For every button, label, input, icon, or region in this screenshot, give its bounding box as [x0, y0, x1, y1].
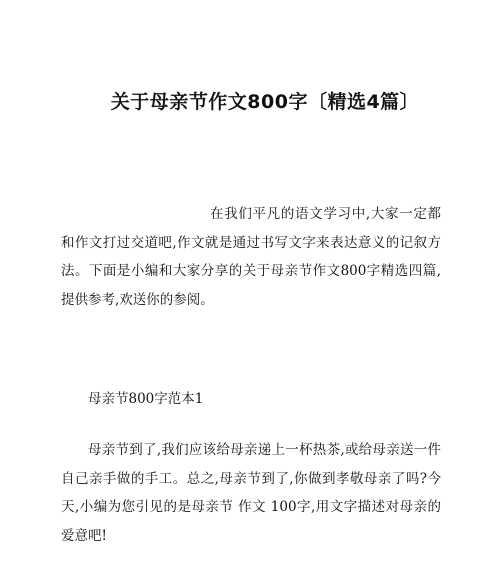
intro-paragraph: 在我们平凡的语文学习中,大家一定都和作文打过交道吧,作文就是通过书写文字来表达意义的记叙方法。下面是小编和大家分享的关于母亲节作文800字精选四篇,提供参考,欢送你的参阅。: [61, 206, 441, 308]
section-heading: 母亲节800字范本1: [88, 391, 204, 407]
document-title: 关于母亲节作文800字〔精选4篇〕: [110, 91, 420, 113]
section-paragraph: 母亲节到了,我们应该给母亲递上一杯热茶,或给母亲送一件自己亲手做的手工。总之,母亲节到了,你做到孝敬母亲了吗?今天,小编为您引见的是母亲节 作文 100字,用文字描述对母亲的爱意吧!: [61, 442, 441, 544]
